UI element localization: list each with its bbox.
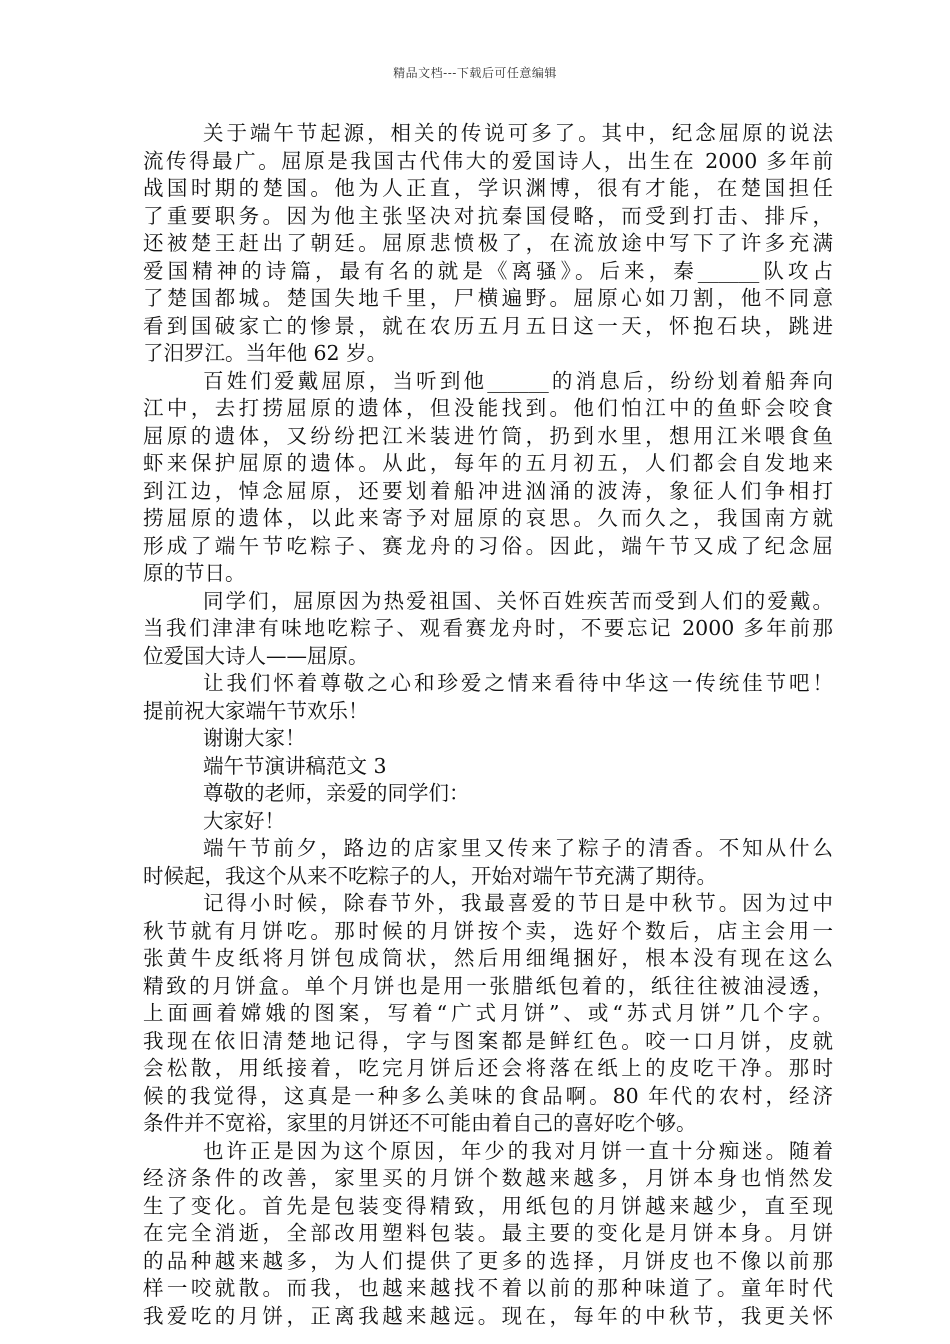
text-line: 屈原的遗体，又纷纷把江米装进竹筒，扔到水里，想用江米喂食鱼 <box>143 423 833 448</box>
page-header: 精品文档---下载后可任意编辑 <box>393 66 557 80</box>
text-line: 了重要职务。因为他主张坚决对抗秦国侵略，而受到打击、排斥， <box>143 203 833 228</box>
text-line: 端午节演讲稿范文 3 <box>203 753 387 778</box>
text-line: 经济条件的改善，家里买的月饼个数越来越多，月饼本身也悄然发 <box>143 1166 833 1190</box>
text-line: 同学们，屈原因为热爱祖国、关怀百姓疾苦而受到人们的爱戴。 <box>203 588 833 613</box>
text-line: 生了变化。首先是包装变得精致，用纸包的月饼越来越少，直至现 <box>143 1193 833 1218</box>
document-body <box>143 120 833 1330</box>
text-line: 的品种越来越多，为人们提供了更多的选择，月饼皮也不像以前那 <box>143 1248 833 1273</box>
text-line: 我爱吃的月饼，正离我越来越远。现在，每年的中秋节，我更关怀 <box>143 1303 833 1328</box>
text-line: 位爱国大诗人——屈原。 <box>143 643 369 668</box>
text-line: 条件并不宽裕，家里的月饼还不可能由着自己的喜好吃个够。 <box>143 1111 697 1135</box>
text-line: 战国时期的楚国。他为人正直，学识渊博，很有才能，在楚国担任 <box>143 176 833 200</box>
text-line: 秋节就有月饼吃。那时候的月饼按个卖，选好个数后，店主会用一 <box>143 918 833 943</box>
text-line: 捞屈原的遗体，以此来寄予对屈原的哀思。久而久之，我国南方就 <box>143 506 833 530</box>
text-line: 形成了端午节吃粽子、赛龙舟的习俗。因此，端午节又成了纪念屈 <box>143 533 833 558</box>
text-line: 江中，去打捞屈原的遗体，但没能找到。他们怕江中的鱼虾会咬食 <box>143 396 833 420</box>
text-line: 百姓们爱戴屈原，当听到他______的消息后，纷纷划着船奔向 <box>203 368 833 393</box>
text-line: 关于端午节起源，相关的传说可多了。其中，纪念屈原的说法 <box>203 121 833 145</box>
text-line: 在完全消逝，全部改用塑料包装。最主要的变化是月饼本身。月饼 <box>143 1221 833 1245</box>
text-line: 提前祝大家端午节欢乐！ <box>143 698 369 723</box>
text-line: 我现在依旧清楚地记得，字与图案都是鲜红色。咬一口月饼，皮就 <box>143 1028 833 1053</box>
text-line: 候的我觉得，这真是一种多么美味的食品啊。80 年代的农村，经济 <box>143 1083 833 1108</box>
text-line: 端午节前夕，路边的店家里又传来了粽子的清香。不知从什么 <box>203 836 833 860</box>
text-line: 虾来保护屈原的遗体。从此，每年的五月初五，人们都会自发地来 <box>143 451 833 475</box>
text-line: 谢谢大家！ <box>203 726 306 750</box>
text-line: 记得小时候，除春节外，我最喜爱的节日是中秋节。因为过中 <box>203 891 833 915</box>
text-line: 还被楚王赶出了朝廷。屈原悲愤极了，在流放途中写下了许多充满 <box>143 231 833 255</box>
text-line: 精致的月饼盒。单个月饼也是用一张腊纸包着的，纸往往被油浸透， <box>143 973 833 998</box>
text-line: 原的节日。 <box>143 561 246 585</box>
text-line: 了汨罗江。当年他 62 岁。 <box>143 341 388 365</box>
text-line: 时候起，我这个从来不吃粽子的人，开始对端午节充满了期待。 <box>143 863 717 888</box>
text-line: 上面画着嫦娥的图案，写着“广式月饼”、或“苏式月饼”几个字。 <box>143 1001 833 1025</box>
text-line: 也许正是因为这个原因，年少的我对月饼一直十分痴迷。随着 <box>203 1138 833 1163</box>
text-line: 到江边，悼念屈原，还要划着船冲进汹涌的波涛，象征人们争相打 <box>143 478 833 503</box>
text-line: 流传得最广。屈原是我国古代伟大的爱国诗人，出生在 2000 多年前 <box>143 148 833 173</box>
text-line: 尊敬的老师，亲爱的同学们： <box>203 781 470 805</box>
text-line: 大家好！ <box>203 808 285 833</box>
text-line: 张黄牛皮纸将月饼包成筒状，然后用细绳捆好，根本没有现在这么 <box>143 946 833 970</box>
text-line: 了楚国都城。楚国失地千里，尸横遍野。屈原心如刀割，他不同意 <box>143 286 833 310</box>
text-line: 样一咬就散。而我，也越来越找不着以前的那种味道了。童年时代 <box>143 1276 833 1300</box>
text-line: 看到国破家亡的惨景，就在农历五月五日这一天，怀抱石块，跳进 <box>143 313 833 338</box>
text-line: 会松散，用纸接着，吃完月饼后还会将落在纸上的皮吃干净。那时 <box>143 1056 833 1080</box>
text-line: 当我们津津有味地吃粽子、观看赛龙舟时，不要忘记 2000 多年前那 <box>143 616 833 640</box>
text-line: 爱国精神的诗篇，最有名的就是《离骚》。后来，秦______队攻占 <box>143 258 833 283</box>
text-line: 让我们怀着尊敬之心和珍爱之情来看待中华这一传统佳节吧！ <box>203 671 833 695</box>
